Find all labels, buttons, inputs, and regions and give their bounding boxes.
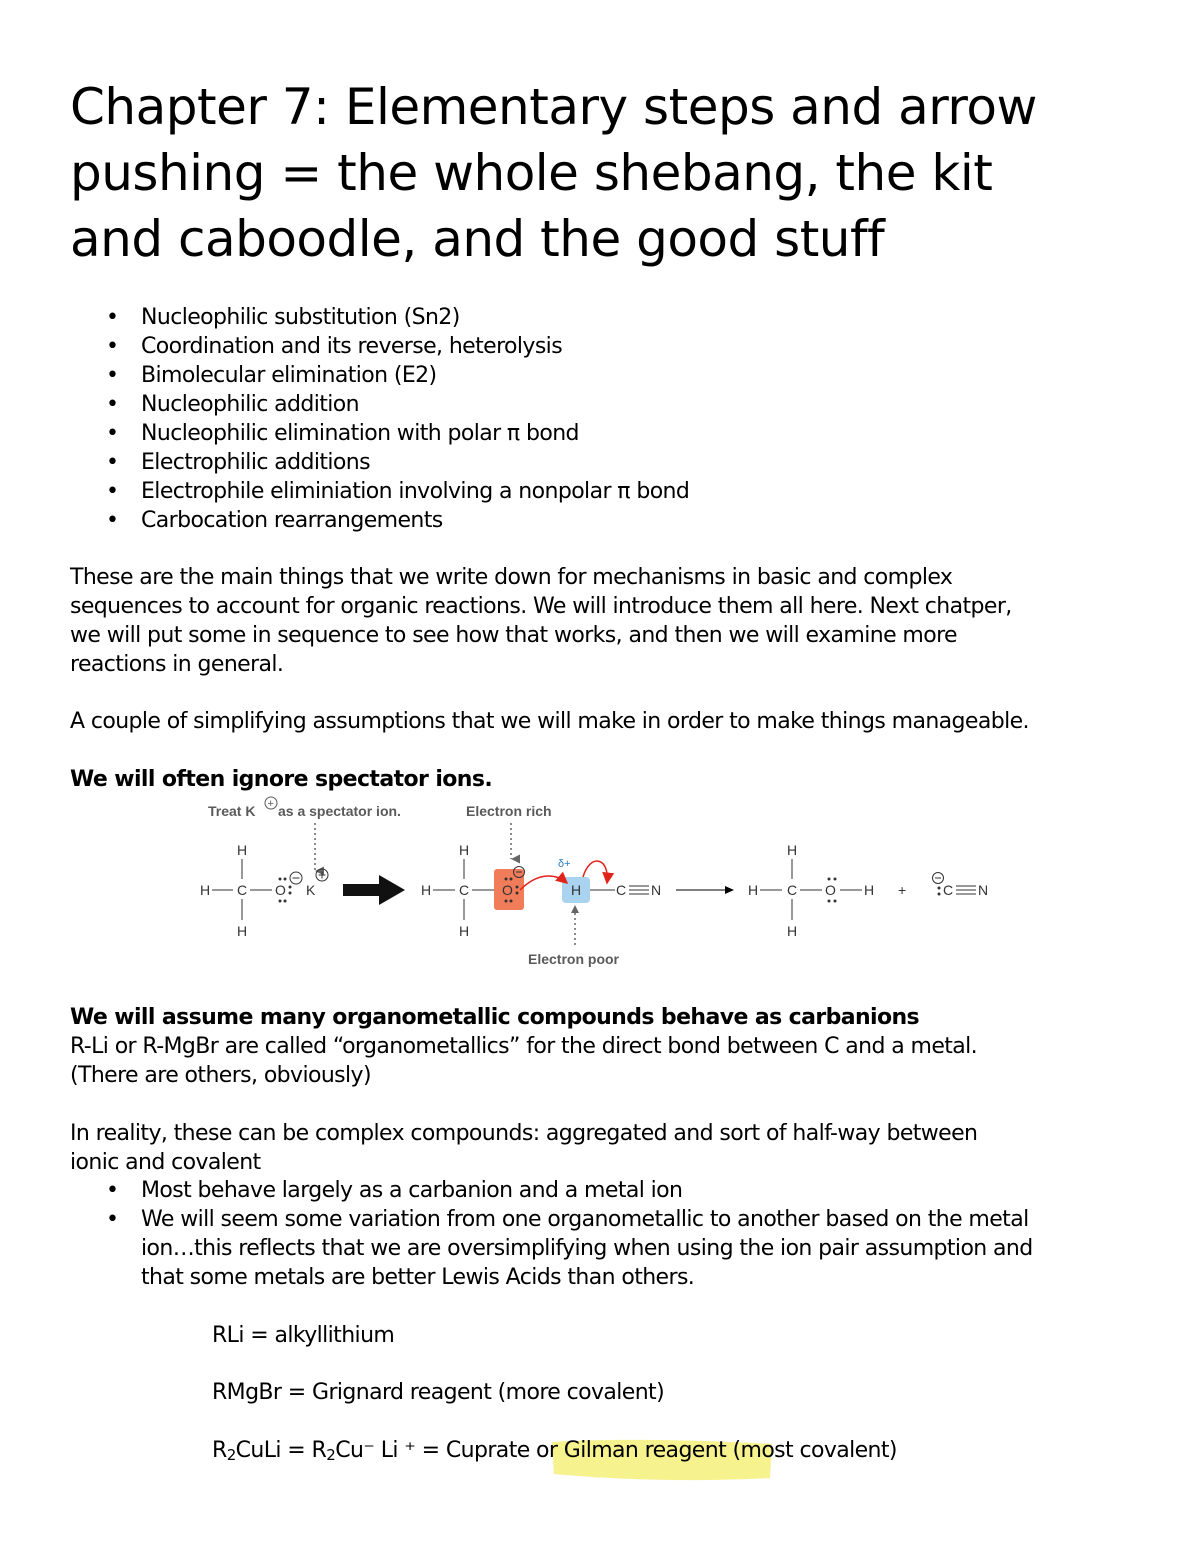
svg-text:H: H: [200, 882, 211, 898]
treat-label: [208, 797, 401, 819]
svg-text:O: O: [275, 882, 286, 898]
svg-text:H: H: [787, 923, 798, 939]
plus-sign: +: [898, 882, 907, 898]
text-line: • We will seem some variation from one organometallic to another based on the metal: [141, 1207, 1029, 1232]
text-line: that some metals are better Lewis Acids than others.: [141, 1265, 695, 1290]
svg-text:H: H: [421, 882, 432, 898]
svg-text:C: C: [787, 882, 798, 898]
rli-line: RLi = alkyllithium: [212, 1323, 395, 1348]
text-line: R-Li or R-MgBr are called “organometallics” for the direct bond between C and a metal.: [70, 1034, 978, 1059]
svg-text:δ+: δ+: [558, 858, 571, 870]
title-line: and caboodle, and the good stuff: [70, 210, 885, 268]
electron-rich-label: Electron rich: [466, 803, 552, 819]
svg-text:Treat K: Treat K: [208, 803, 256, 819]
text-line: ion…this reflects that we are oversimplifying when using the ion pair assumption and: [141, 1236, 1033, 1261]
spectator-heading: [70, 765, 1140, 794]
cuprate-text: CuLi = R: [235, 1438, 327, 1463]
heading-text: We will assume many organometallic compounds behave as carbanions: [70, 1005, 920, 1030]
list-item: [70, 1205, 1033, 1292]
svg-text:C: C: [459, 882, 470, 898]
reality-paragraph: [70, 1119, 1140, 1177]
organometallic-heading: [70, 1003, 1140, 1032]
electron-poor-label: Electron poor: [528, 951, 620, 967]
svg-text:H: H: [571, 882, 582, 898]
svg-text:H: H: [459, 923, 470, 939]
reaction-scheme: [195, 795, 1015, 975]
subscript: 2: [326, 1446, 336, 1464]
cuprate-text: Cu⁻ Li ⁺ = Cuprate or Gilman reagent (most covalent): [335, 1438, 897, 1463]
svg-text:N: N: [651, 882, 662, 898]
text-line: we will put some in sequence to see how that works, and then we will examine more: [70, 623, 957, 648]
title-line: pushing = the whole shebang, the kit: [70, 144, 993, 202]
text-line: sequences to account for organic reactions. We will introduce them all here. Next chatper,: [70, 594, 1012, 619]
heading-text: We will often ignore spectator ions.: [70, 767, 493, 792]
intro-paragraph: [70, 563, 1140, 679]
text-line: In reality, these can be complex compounds: aggregated and sort of half-way between: [70, 1121, 978, 1146]
list-item: • Electrophile eliminiation involving a nonpolar π bond: [70, 477, 689, 506]
svg-text:H: H: [748, 882, 759, 898]
svg-text:H: H: [864, 882, 875, 898]
list-item: • Nucleophilic addition: [70, 390, 689, 419]
page-title: [70, 74, 1150, 272]
methoxide-molecule: [200, 842, 328, 939]
svg-text:O: O: [825, 882, 836, 898]
cuprate-line: [212, 1436, 897, 1470]
list-item: • Bimolecular elimination (E2): [70, 361, 689, 390]
svg-text:K: K: [306, 882, 316, 898]
reaction-arrow: [343, 875, 405, 905]
topic-list: [70, 303, 689, 535]
svg-text:C: C: [616, 882, 627, 898]
svg-text:N: N: [978, 882, 989, 898]
rmgbr-line: RMgBr = Grignard reagent (more covalent): [212, 1380, 665, 1405]
list-item: • Nucleophilic elimination with polar π bond: [70, 419, 689, 448]
list-item: • Carbocation rearrangements: [70, 506, 689, 535]
text-line: A couple of simplifying assumptions that we will make in order to make things manageable.: [70, 709, 1029, 734]
title-line: Chapter 7: Elementary steps and arrow: [70, 78, 1037, 136]
list-item: • Electrophilic additions: [70, 448, 689, 477]
text-line: ionic and covalent: [70, 1150, 261, 1175]
svg-text:O: O: [502, 882, 513, 898]
svg-text:H: H: [459, 842, 470, 858]
list-item: • Nucleophilic substitution (Sn2): [70, 303, 689, 332]
svg-text:C: C: [237, 882, 248, 898]
text-line: • Most behave largely as a carbanion and a metal ion: [141, 1178, 683, 1203]
svg-text:H: H: [237, 842, 248, 858]
cuprate-text: R: [212, 1438, 227, 1463]
reality-list: [70, 1176, 1033, 1292]
transition-molecules: [421, 842, 661, 939]
list-item: • Coordination and its reverse, heterolysis: [70, 332, 689, 361]
methanol-molecule: [748, 842, 874, 939]
text-line: These are the main things that we write down for mechanisms in basic and complex: [70, 565, 953, 590]
svg-text:+: +: [267, 798, 274, 810]
svg-text:H: H: [237, 923, 248, 939]
list-item: [70, 1176, 1033, 1205]
svg-text:H: H: [787, 842, 798, 858]
text-line: (There are others, obviously): [70, 1063, 371, 1088]
svg-text:as a spectator ion.: as a spectator ion.: [278, 803, 401, 819]
cyanide-ion: [933, 873, 989, 899]
svg-text:C: C: [943, 882, 954, 898]
subscript: 2: [226, 1446, 236, 1464]
assumptions-paragraph: [70, 707, 1140, 736]
text-line: reactions in general.: [70, 652, 284, 677]
organometallic-paragraph: [70, 1032, 1140, 1090]
